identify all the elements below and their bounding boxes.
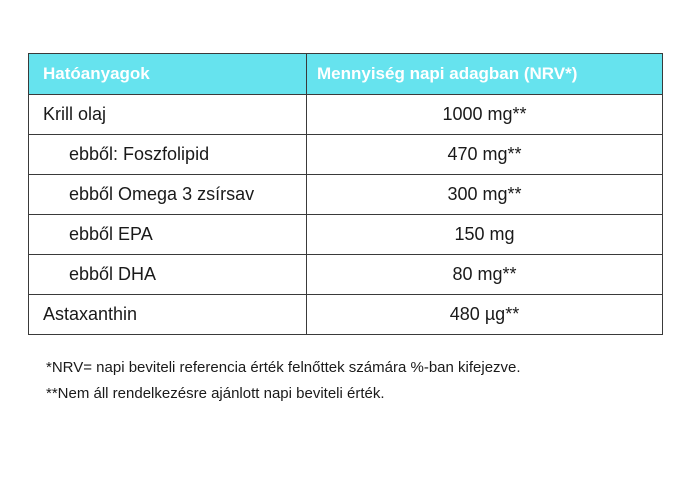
header-ingredient: Hatóanyagok <box>29 54 307 95</box>
table-row <box>29 95 663 135</box>
ingredient-amount: 80 mg** <box>307 255 663 295</box>
table-row <box>29 295 663 335</box>
ingredient-name: Krill olaj <box>29 95 307 135</box>
ingredient-name: ebből: Foszfolipid <box>29 135 307 175</box>
ingredient-amount: 300 mg** <box>307 175 663 215</box>
ingredient-amount: 470 mg** <box>307 135 663 175</box>
table-header-row <box>29 54 663 95</box>
ingredient-amount: 480 µg** <box>307 295 663 335</box>
ingredient-name: Astaxanthin <box>29 295 307 335</box>
nutrition-table <box>28 53 663 335</box>
header-amount: Mennyiség napi adagban (NRV*) <box>307 54 663 95</box>
ingredient-name: ebből EPA <box>29 215 307 255</box>
ingredient-amount: 150 mg <box>307 215 663 255</box>
footnote-nrv: *NRV= napi beviteli referencia érték felnőttek számára %-ban kifejezve. <box>46 359 521 376</box>
ingredient-name: ebből DHA <box>29 255 307 295</box>
ingredient-amount: 1000 mg** <box>307 95 663 135</box>
ingredient-name: ebből Omega 3 zsírsav <box>29 175 307 215</box>
table-row <box>29 215 663 255</box>
footnote-no-reference: **Nem áll rendelkezésre ajánlott napi beviteli érték. <box>46 385 385 402</box>
table-row <box>29 255 663 295</box>
table-row <box>29 175 663 215</box>
table-row <box>29 135 663 175</box>
footnotes <box>46 355 521 407</box>
